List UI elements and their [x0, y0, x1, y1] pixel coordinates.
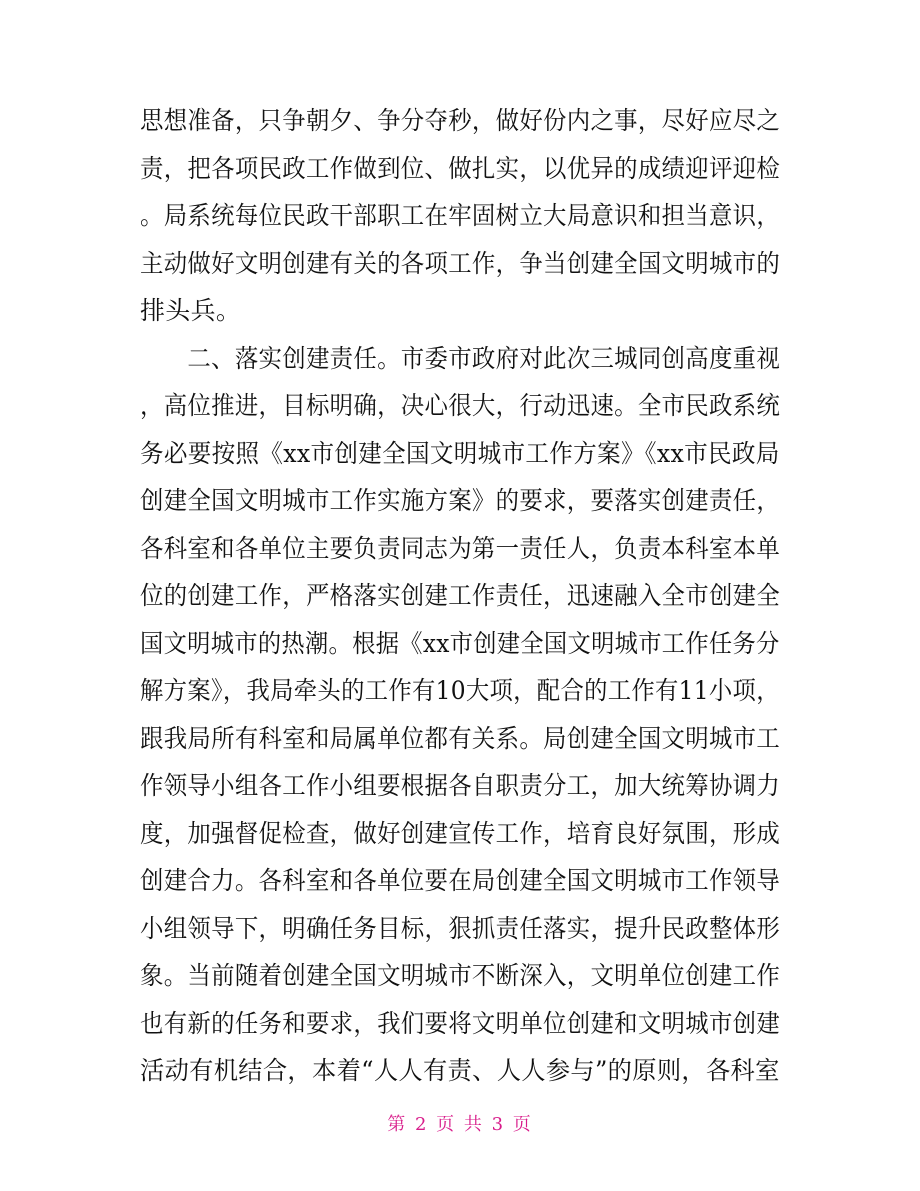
text-line: 跟我局所有科室和局属单位都有关系。局创建全国文明城市工 — [140, 723, 781, 753]
text-line: 位的创建工作，严格落实创建工作责任，迅速融入全市创建全 — [140, 581, 781, 610]
text-line: 思想准备，只争朝夕、争分夺秒，做好份内之事，尽好应尽之 — [140, 106, 781, 135]
text-line: 责，把各项民政工作做到位、做扎实，以优异的成绩迎评迎检 — [140, 153, 781, 183]
text-line: 作领导小组各工作小组要根据各自职责分工，加大统筹协调力 — [140, 771, 781, 800]
text-line: 也有新的任务和要求，我们要将文明单位创建和文明城市创建 — [140, 1008, 781, 1038]
text-line: ，高位推进，目标明确，决心很大，行动迅速。全市民政系统 — [140, 391, 781, 420]
text-line: 二、落实创建责任。市委市政府对此次三城同创高度重视 — [140, 343, 781, 373]
text-line: 。局系统每位民政干部职工在牢固树立大局意识和担当意识， — [140, 201, 781, 230]
text-line: 象。当前随着创建全国文明城市不断深入，文明单位创建工作 — [140, 961, 781, 990]
text-line: 国文明城市的热潮。根据《xx市创建全国文明城市工作任务分 — [140, 628, 780, 658]
text-line: 创建合力。各科室和各单位要在局创建全国文明城市工作领导 — [140, 866, 781, 895]
text-line: 度，加强督促检查，做好创建宣传工作，培育良好氛围，形成 — [140, 818, 781, 848]
text-line: 活动有机结合，本着“人人有责、人人参与”的原则，各科室 — [140, 1056, 780, 1085]
text-line: 解方案》，我局牵头的工作有10大项，配合的工作有11小项， — [140, 676, 780, 705]
text-line: 务必要按照《xx市创建全国文明城市工作方案》《xx市民政局 — [140, 438, 780, 468]
text-line: 创建全国文明城市工作实施方案》的要求，要落实创建责任， — [140, 486, 781, 515]
text-line: 主动做好文明创建有关的各项工作，争当创建全国文明城市的 — [140, 248, 781, 278]
text-line: 小组领导下，明确任务目标，狠抓责任落实，提升民政整体形 — [140, 913, 781, 943]
text-line: 各科室和各单位主要负责同志为第一责任人，负责本科室本单 — [140, 533, 781, 563]
page-number-footer: 第 2 页 共 3 页 — [387, 1114, 533, 1135]
text-line: 排头兵。 — [140, 296, 242, 325]
